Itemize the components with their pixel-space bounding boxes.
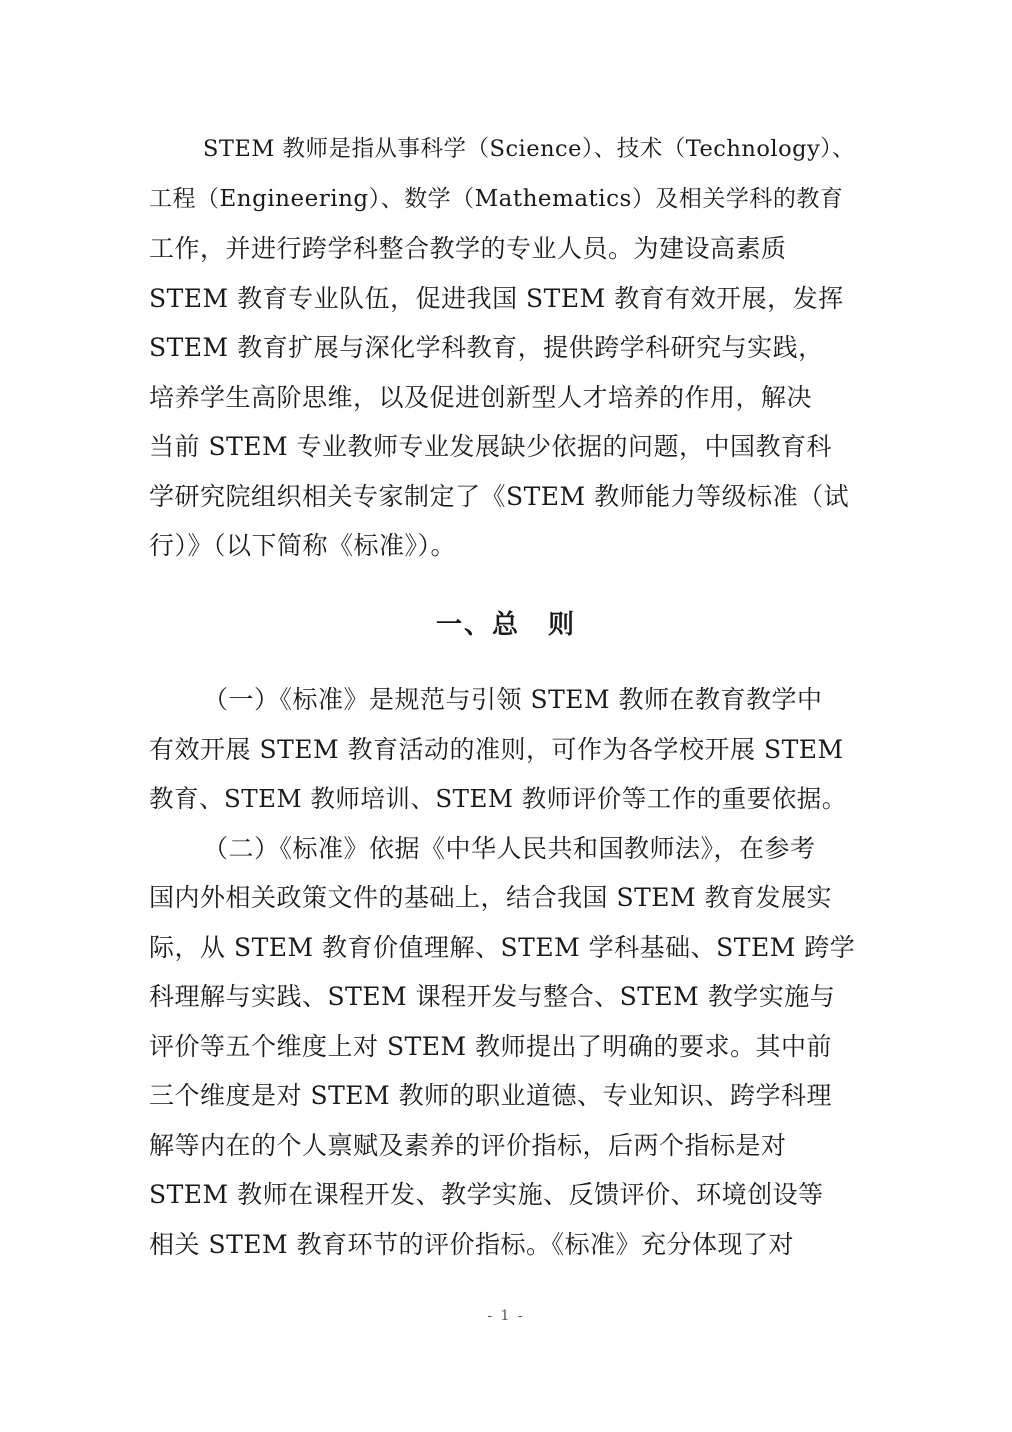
text-line: （二）《标准》依据《中华人民共和国教师法》，在参考 xyxy=(203,833,816,863)
section-heading: 一、总 则 xyxy=(435,610,576,640)
text-line: 行）》（以下简称《标准》）。 xyxy=(149,531,457,560)
item-two-paragraph xyxy=(149,824,857,1270)
text-line: 学研究院组织相关专家制定了《STEM 教师能力等级标准（试 xyxy=(149,481,850,511)
text-line: 相关 STEM 教育环节的评价指标。《标准》充分体现了对 xyxy=(149,1229,795,1259)
intro-paragraph xyxy=(149,125,857,571)
text-line: STEM 教师在课程开发、教学实施、反馈评价、环境创设等 xyxy=(149,1180,824,1209)
text-line: （一）《标准》是规范与引领 STEM 教师在教育教学中 xyxy=(203,685,823,714)
text-line: 工作，并进行跨学科整合教学的专业人员。为建设高素质 xyxy=(149,234,787,263)
text-line: STEM 教师是指从事科学（Science）、技术（Technology）、 xyxy=(203,136,856,162)
text-line: 国内外相关政策文件的基础上，结合我国 STEM 教育发展实 xyxy=(149,883,833,912)
text-line: STEM 教育专业队伍，促进我国 STEM 教育有效开展，发挥 xyxy=(149,283,844,313)
text-line: 评价等五个维度上对 STEM 教师提出了明确的要求。其中前 xyxy=(149,1031,833,1061)
text-line: 有效开展 STEM 教育活动的准则，可作为各学校开展 STEM xyxy=(149,734,844,764)
text-line: 当前 STEM 专业教师专业发展缺少依据的问题，中国教育科 xyxy=(149,432,833,461)
section-body xyxy=(149,675,857,1269)
text-line: 解等内在的个人禀赋及素养的评价指标，后两个指标是对 xyxy=(149,1130,787,1160)
text-line: 三个维度是对 STEM 教师的职业道德、专业知识、跨学科理 xyxy=(149,1081,833,1110)
text-line: 培养学生高阶思维，以及促进创新型人才培养的作用，解决 xyxy=(149,382,813,412)
text-line: 科理解与实践、STEM 课程开发与整合、STEM 教学实施与 xyxy=(149,982,836,1011)
text-line: 工程（Engineering）、数学（Mathematics）及相关学科的教育 xyxy=(149,185,844,212)
text-line: STEM 教育扩展与深化学科教育，提供跨学科研究与实践， xyxy=(149,333,824,362)
text-line: 教育、STEM 教师培训、STEM 教师评价等工作的重要依据。 xyxy=(149,784,847,813)
text-line: 际，从 STEM 教育价值理解、STEM 学科基础、STEM 跨学 xyxy=(149,932,856,962)
item-one-paragraph xyxy=(149,675,857,824)
page-number: - 1 - xyxy=(487,1308,525,1324)
